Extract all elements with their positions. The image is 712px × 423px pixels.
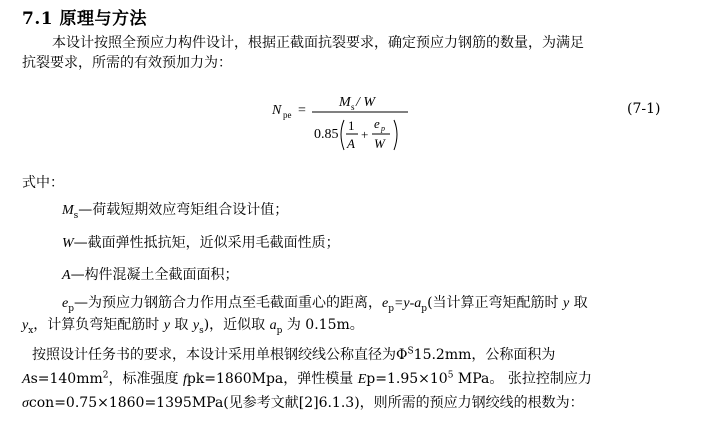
para2-line1-b: 15.2mm，公称面积为 xyxy=(413,347,556,363)
para2-line-2 xyxy=(22,368,592,388)
eq-equals: = xyxy=(298,103,306,118)
eq-lhs-sub: pe xyxy=(283,110,292,120)
ep-text-1: —为预应力钢筋合力作用点至毛截面重心的距离， xyxy=(73,295,382,311)
ep-ys-sub: s xyxy=(199,325,204,336)
ep-formula-sub: p xyxy=(388,303,394,314)
phi-sup: S xyxy=(407,346,414,357)
eq-plus: + xyxy=(361,127,369,142)
e-symbol: E xyxy=(357,372,367,387)
ep-line2-d: )，近似取 xyxy=(203,317,266,333)
eq-num-sub: s xyxy=(351,102,355,112)
ep-sub: p xyxy=(68,303,74,314)
para2-line2-e: MPa。 张拉控制应力 xyxy=(453,371,592,387)
eq-a: A xyxy=(347,136,355,151)
equation-number: (7-1) xyxy=(627,101,661,117)
phi-symbol: Φ xyxy=(396,347,408,363)
ep-line2-take: 取 xyxy=(174,317,189,333)
ep-line2-e: 为 0.15m。 xyxy=(286,317,364,333)
section-heading: 7.1 原理与方法 xyxy=(22,9,147,29)
intro-line-1: 本设计按照全预应力构件设计，根据正截面抗裂要求，确定预应力钢筋的数量，为满足 xyxy=(52,35,584,51)
para2-line2-d: p=1.95×10 xyxy=(366,371,448,387)
ep-formula: e xyxy=(381,296,389,311)
definition-ep-line-1 xyxy=(62,292,588,314)
para2-line-3 xyxy=(22,392,584,412)
ep-ap: a xyxy=(269,318,277,333)
eq-one: 1 xyxy=(348,118,355,133)
where-label: 式中： xyxy=(22,175,64,191)
definition-a xyxy=(62,264,239,284)
eq-num-m: M xyxy=(339,95,351,110)
eq-ep: e xyxy=(374,116,380,131)
ep-text-2: (当计算正弯矩配筋时 xyxy=(427,295,559,311)
ep-yx: y xyxy=(22,318,29,333)
para2-line2-c: pk=1860Mpa，弹性模量 xyxy=(186,371,354,387)
ep-ap-sub: p xyxy=(276,325,283,336)
as-sup: 2 xyxy=(102,370,109,381)
para2-line1-a: 按照设计任务书的要求，本设计采用单根钢绞线公称直径为 xyxy=(32,347,396,363)
ep-line2-b: ，计算负弯矩配筋时 xyxy=(33,317,160,333)
equation-7-1 xyxy=(268,92,438,158)
ms-text: —荷载短期效应弯矩组合设计值； xyxy=(78,202,289,218)
ep-symbol: e xyxy=(62,296,69,311)
ep-line2-y: y xyxy=(163,318,170,333)
ep-formula-rest: =y-a xyxy=(393,296,422,311)
definition-ep-line-2 xyxy=(22,314,364,336)
para2-line2-b: ，标准强度 xyxy=(108,371,179,387)
eq-coef: 0.85 xyxy=(314,127,339,142)
w-text: —截面弹性抵抗矩，近似采用毛截面性质； xyxy=(73,235,340,251)
ep-formula-sub2: p xyxy=(421,303,428,314)
eq-paren-right xyxy=(394,120,397,150)
as-value: s=140mm xyxy=(30,371,103,387)
eq-paren-left xyxy=(341,120,344,150)
f-symbol: f xyxy=(182,372,187,387)
sigma-symbol: σ xyxy=(22,396,29,411)
definition-w xyxy=(62,232,340,252)
ms-sub: s xyxy=(73,210,79,221)
eq-num-rest: / W xyxy=(356,95,376,110)
ep-take: 取 xyxy=(573,295,588,311)
eq-lhs: N xyxy=(272,103,282,118)
ep-yx-sub: x xyxy=(28,325,34,336)
ep-y: y xyxy=(562,296,570,311)
eq-ep-sub: p xyxy=(381,124,385,133)
para2-line-1 xyxy=(32,344,555,364)
as-symbol: A xyxy=(22,372,31,387)
a-text: —构件混凝土全截面面积； xyxy=(70,267,239,283)
ep-ys: y xyxy=(192,318,200,333)
intro-line-2: 抗裂要求，所需的有效预加力为： xyxy=(22,55,232,71)
eq-w: W xyxy=(374,136,385,151)
ms-symbol: M xyxy=(62,203,74,218)
w-symbol: W xyxy=(62,236,74,251)
a-symbol: A xyxy=(62,268,71,283)
definition-ms xyxy=(62,199,288,221)
para2-line3-rest: con=0.75×1860=1395MPa(见参考文献[2]6.1.3)，则所需的预应力钢绞线的根数为： xyxy=(28,395,584,411)
e-sup: 5 xyxy=(447,370,454,381)
